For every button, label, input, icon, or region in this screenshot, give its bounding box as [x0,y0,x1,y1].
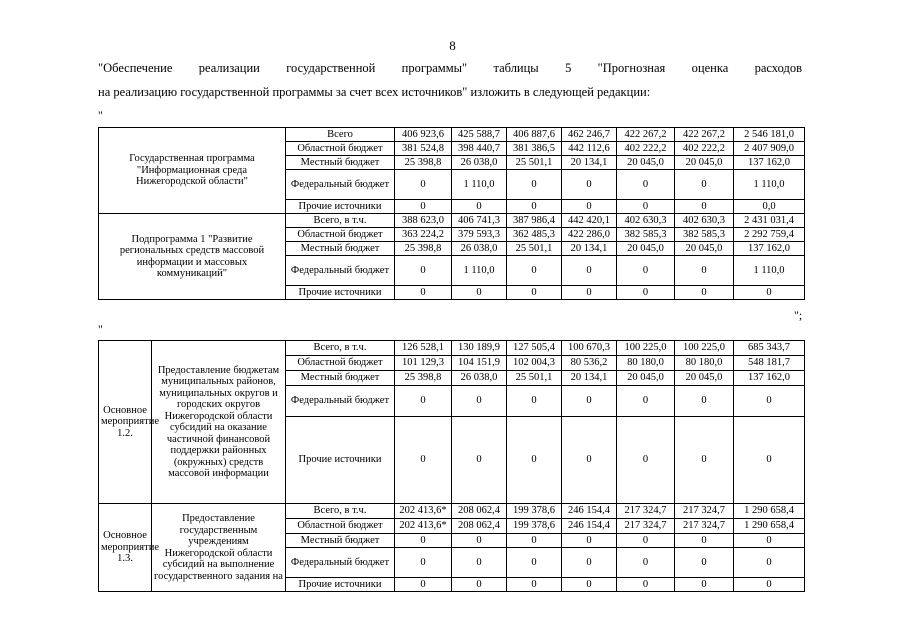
value-cell: 0 [507,386,562,417]
value-cell: 20 045,0 [617,156,675,170]
value-cell: 25 501,1 [507,242,562,256]
value-cell: 80 536,2 [562,356,617,371]
value-cell: 0,0 [734,200,805,214]
value-cell: 2 407 909,0 [734,142,805,156]
funding-source-cell: Всего [286,128,395,142]
funding-source-cell: Федеральный бюджет [286,548,395,578]
value-cell: 1 290 658,4 [734,519,805,534]
value-cell: 1 290 658,4 [734,504,805,519]
close-quote-1: "; [794,308,803,322]
value-cell: 0 [395,534,452,548]
value-cell: 1 110,0 [452,256,507,286]
value-cell: 0 [507,286,562,300]
value-cell: 137 162,0 [734,156,805,170]
value-cell: 25 501,1 [507,371,562,386]
value-cell: 0 [507,417,562,504]
funding-source-cell: Местный бюджет [286,242,395,256]
value-cell: 0 [395,170,452,200]
value-cell: 20 045,0 [617,242,675,256]
value-cell: 402 222,2 [675,142,734,156]
value-cell: 126 528,1 [395,341,452,356]
funding-source-cell: Областной бюджет [286,228,395,242]
value-cell: 0 [395,256,452,286]
value-cell: 362 485,3 [507,228,562,242]
program-table [98,127,805,300]
value-cell: 25 398,8 [395,156,452,170]
value-cell: 0 [562,170,617,200]
table-row [99,341,805,356]
value-cell: 422 286,0 [562,228,617,242]
value-cell: 1 110,0 [734,256,805,286]
value-cell: 0 [452,534,507,548]
value-cell: 0 [675,548,734,578]
value-cell: 0 [617,578,675,592]
value-cell: 0 [395,417,452,504]
value-cell: 0 [617,417,675,504]
value-cell: 20 134,1 [562,156,617,170]
funding-source-cell: Прочие источники [286,578,395,592]
value-cell: 0 [452,578,507,592]
value-cell: 25 398,8 [395,371,452,386]
funding-source-cell: Местный бюджет [286,371,395,386]
value-cell: 0 [507,548,562,578]
value-cell: 0 [617,534,675,548]
program-name-cell: Государственная программа "Информационная среда Нижегородской области" [99,128,286,214]
value-cell: 2 546 181,0 [734,128,805,142]
value-cell: 387 986,4 [507,214,562,228]
value-cell: 80 180,0 [675,356,734,371]
funding-source-cell: Местный бюджет [286,156,395,170]
value-cell: 0 [507,578,562,592]
funding-source-cell: Всего, в т.ч. [286,214,395,228]
value-cell: 2 431 031,4 [734,214,805,228]
value-cell: 0 [507,200,562,214]
value-cell: 0 [395,286,452,300]
program-name-cell: Подпрограмма 1 "Развитие региональных средств массовой информации и массовых коммуникаций" [99,214,286,300]
open-quote-2: " [98,322,103,336]
value-cell: 0 [395,386,452,417]
value-cell: 0 [395,200,452,214]
value-cell: 363 224,2 [395,228,452,242]
value-cell: 20 134,1 [562,242,617,256]
value-cell: 0 [734,534,805,548]
value-cell: 0 [452,548,507,578]
value-cell: 199 378,6 [507,504,562,519]
value-cell: 388 623,0 [395,214,452,228]
value-cell: 0 [562,286,617,300]
value-cell: 382 585,3 [617,228,675,242]
funding-source-cell: Местный бюджет [286,534,395,548]
value-cell: 0 [675,200,734,214]
value-cell: 101 129,3 [395,356,452,371]
value-cell: 208 062,4 [452,504,507,519]
value-cell: 208 062,4 [452,519,507,534]
value-cell: 217 324,7 [675,519,734,534]
value-cell: 0 [734,578,805,592]
value-cell: 2 292 759,4 [734,228,805,242]
table-row [99,128,805,142]
value-cell: 217 324,7 [617,504,675,519]
value-cell: 0 [675,286,734,300]
value-cell: 0 [395,578,452,592]
value-cell: 0 [734,286,805,300]
value-cell: 0 [562,386,617,417]
value-cell: 0 [617,256,675,286]
value-cell: 0 [452,200,507,214]
value-cell: 685 343,7 [734,341,805,356]
table-row [99,214,805,228]
value-cell: 0 [562,534,617,548]
value-cell: 0 [617,386,675,417]
value-cell: 100 225,0 [617,341,675,356]
activity-name-cell: Предоставление государственным учреждениям Нижегородской области субсидий на выполнение государственного задания на [152,504,286,592]
value-cell: 382 585,3 [675,228,734,242]
value-cell: 0 [734,548,805,578]
value-cell: 20 045,0 [675,242,734,256]
value-cell: 0 [452,286,507,300]
open-quote-1: " [98,108,103,122]
value-cell: 217 324,7 [617,519,675,534]
value-cell: 0 [507,534,562,548]
value-cell: 0 [452,386,507,417]
page-number: 8 [449,38,456,53]
value-cell: 0 [395,548,452,578]
value-cell: 0 [507,170,562,200]
value-cell: 127 505,4 [507,341,562,356]
program-table-body [99,128,805,300]
funding-source-cell: Прочие источники [286,286,395,300]
value-cell: 20 134,1 [562,371,617,386]
funding-source-cell: Всего, в т.ч. [286,341,395,356]
value-cell: 0 [617,548,675,578]
value-cell: 442 112,6 [562,142,617,156]
value-cell: 379 593,3 [452,228,507,242]
value-cell: 548 181,7 [734,356,805,371]
value-cell: 202 413,6* [395,519,452,534]
value-cell: 0 [562,200,617,214]
value-cell: 398 440,7 [452,142,507,156]
value-cell: 0 [675,534,734,548]
value-cell: 0 [452,417,507,504]
value-cell: 102 004,3 [507,356,562,371]
value-cell: 402 222,2 [617,142,675,156]
value-cell: 0 [617,286,675,300]
value-cell: 425 588,7 [452,128,507,142]
value-cell: 1 110,0 [452,170,507,200]
value-cell: 422 267,2 [675,128,734,142]
funding-source-cell: Прочие источники [286,417,395,504]
value-cell: 246 154,4 [562,519,617,534]
activity-code-cell: Основное мероприятие 1.3. [99,504,152,592]
value-cell: 0 [675,386,734,417]
activity-name-cell: Предоставление бюджетам муниципальных районов, муниципальных округов и городских округов Нижегородской области субсидий на оказание частичной финансовой поддержки районных (окружных) средств массовой информации [152,341,286,504]
value-cell: 0 [675,256,734,286]
funding-source-cell: Федеральный бюджет [286,256,395,286]
value-cell: 381 524,8 [395,142,452,156]
value-cell: 406 741,3 [452,214,507,228]
value-cell: 130 189,9 [452,341,507,356]
value-cell: 0 [617,170,675,200]
value-cell: 0 [562,417,617,504]
value-cell: 100 670,3 [562,341,617,356]
intro-line-2: на реализацию государственной программы за счет всех источников" изложить в следующей редакции: [98,85,651,99]
value-cell: 199 378,6 [507,519,562,534]
value-cell: 406 923,6 [395,128,452,142]
value-cell: 0 [507,256,562,286]
funding-source-cell: Федеральный бюджет [286,386,395,417]
value-cell: 381 386,5 [507,142,562,156]
value-cell: 0 [734,386,805,417]
intro-line-1: "Обеспечение реализации государственной программы" таблицы 5 "Прогнозная оценка расходов [98,61,802,75]
activities-table [98,340,805,592]
value-cell: 0 [617,200,675,214]
value-cell: 406 887,6 [507,128,562,142]
value-cell: 20 045,0 [675,156,734,170]
value-cell: 26 038,0 [452,242,507,256]
value-cell: 25 398,8 [395,242,452,256]
value-cell: 0 [562,548,617,578]
value-cell: 442 420,1 [562,214,617,228]
value-cell: 0 [734,417,805,504]
value-cell: 217 324,7 [675,504,734,519]
value-cell: 402 630,3 [617,214,675,228]
value-cell: 137 162,0 [734,242,805,256]
value-cell: 246 154,4 [562,504,617,519]
value-cell: 25 501,1 [507,156,562,170]
value-cell: 1 110,0 [734,170,805,200]
value-cell: 26 038,0 [452,156,507,170]
value-cell: 0 [562,578,617,592]
value-cell: 100 225,0 [675,341,734,356]
funding-source-cell: Областной бюджет [286,142,395,156]
activities-table-body [99,341,805,592]
value-cell: 0 [675,578,734,592]
value-cell: 20 045,0 [675,371,734,386]
table-row [99,504,805,519]
value-cell: 20 045,0 [617,371,675,386]
value-cell: 422 267,2 [617,128,675,142]
value-cell: 0 [562,256,617,286]
value-cell: 0 [675,417,734,504]
value-cell: 0 [675,170,734,200]
value-cell: 26 038,0 [452,371,507,386]
value-cell: 80 180,0 [617,356,675,371]
value-cell: 202 413,6* [395,504,452,519]
funding-source-cell: Прочие источники [286,200,395,214]
funding-source-cell: Областной бюджет [286,519,395,534]
value-cell: 137 162,0 [734,371,805,386]
funding-source-cell: Всего, в т.ч. [286,504,395,519]
value-cell: 402 630,3 [675,214,734,228]
funding-source-cell: Федеральный бюджет [286,170,395,200]
value-cell: 462 246,7 [562,128,617,142]
funding-source-cell: Областной бюджет [286,356,395,371]
activity-code-cell: Основное мероприятие 1.2. [99,341,152,504]
value-cell: 104 151,9 [452,356,507,371]
